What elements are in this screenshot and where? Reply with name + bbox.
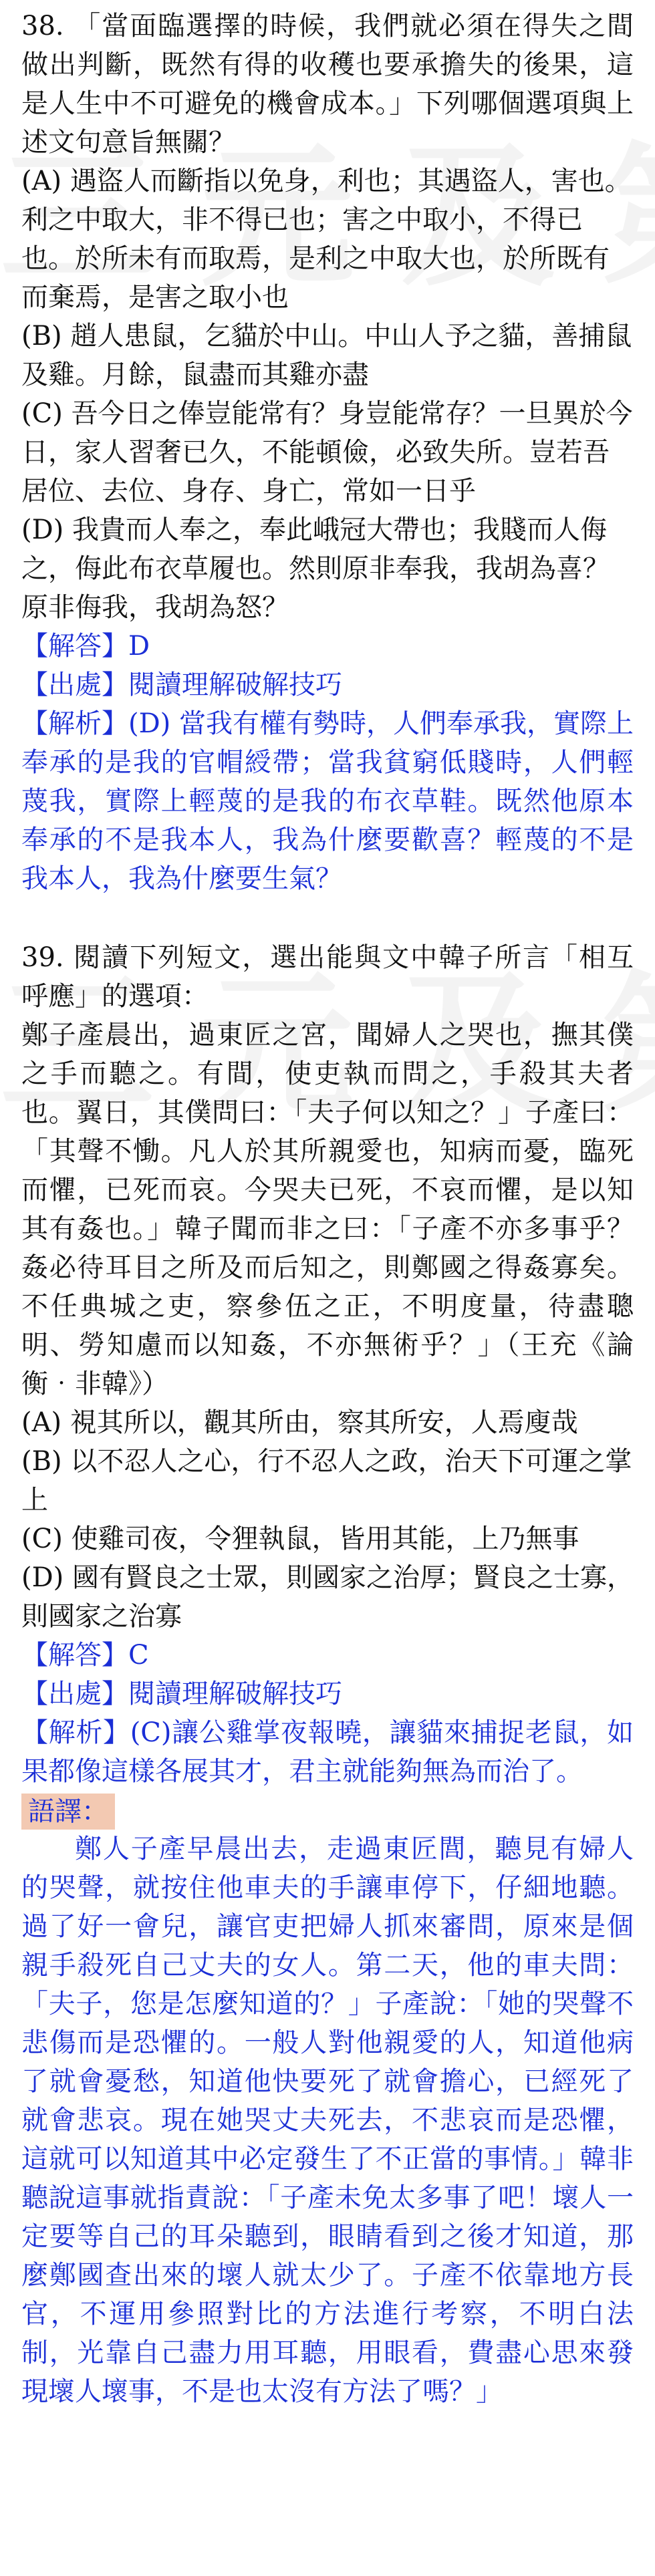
section-gap bbox=[21, 898, 634, 938]
question-38-option-b: (B) 趙人患鼠，乞貓於中山。中山人予之貓，善捕鼠及雞。月餘，鼠盡而其雞亦盡 bbox=[21, 321, 632, 390]
document-body bbox=[21, 7, 634, 2411]
question-38 bbox=[21, 7, 634, 898]
source-value: 閱讀理解破解技巧 bbox=[128, 670, 342, 700]
question-38-source bbox=[21, 666, 634, 704]
question-39-source bbox=[21, 1675, 634, 1713]
explanation-label: 【解析】 bbox=[21, 1717, 130, 1748]
translation-label: 語譯： bbox=[21, 1794, 115, 1830]
question-39 bbox=[21, 938, 634, 2411]
source-label: 【出處】 bbox=[21, 1679, 128, 1709]
translation-text: 鄭人子產早晨出去，走過東匠閭，聽見有婦人的哭聲，就按住他車夫的手讓車停下，仔細地聽。過了好一會兒，讓官吏把婦人抓來審問，原來是個親手殺死自己丈夫的女人。第二天，他的車夫問：「夫子，您是怎麼知道的？」子產說：「她的哭聲不悲傷而是恐懼的。一般人對他親愛的人，知道他病了就會憂愁，知道他快要死了就會擔心，已經死了就會悲哀。現在她哭丈夫死去，不悲哀而是恐懼，這就可以知道其中必定發生了不正當的事情。」韓非聽說這事就指責說：「子產未免太多事了吧！壞人一定要等自己的耳朵聽到，眼睛看到之後才知道，那麼鄭國查出來的壞人就太少了。子產不依靠地方長官，不運用參照對比的方法進行考察，不明白法制，光靠自己盡力用耳聽，用眼看，費盡心思來發現壞人壞事，不是也太沒有方法了嗎？」 bbox=[21, 1834, 634, 2407]
question-38-explanation bbox=[21, 704, 634, 898]
answer-value: C bbox=[128, 1640, 149, 1671]
question-38-answer bbox=[21, 627, 634, 666]
question-39-answer bbox=[21, 1636, 634, 1675]
answer-label: 【解答】 bbox=[21, 631, 128, 662]
question-38-stem: 38. 「當面臨選擇的時候，我們就必須在得失之間做出判斷，既然有得的收穫也要承擔失的後果，這是人生中不可避免的機會成本。」下列哪個選項與上述文句意旨無關？ bbox=[21, 11, 634, 158]
question-39-option-d: (D) 國有賢良之士眾，則國家之治厚；賢良之士寡，則國家之治寡 bbox=[21, 1562, 634, 1632]
question-39-option-c: (C) 使雞司夜，令狸執鼠，皆用其能，上乃無事 bbox=[21, 1524, 579, 1554]
answer-value: D bbox=[128, 631, 150, 662]
question-39-option-b: (B) 以不忍人之心，行不忍人之政，治天下可運之掌上 bbox=[21, 1446, 632, 1516]
explanation-text: (D) 當我有權有勢時，人們奉承我，實際上奉承的是我的官帽綬帶；當我貧窮低賤時，人們輕蔑我，實際上輕蔑的是我的布衣草鞋。既然他原本奉承的不是我本人，我為什麼要歡喜？輕蔑的不是我本人，我為什麼要生氣？ bbox=[21, 708, 634, 894]
explanation-label: 【解析】 bbox=[21, 708, 128, 739]
explanation-text: (C)讓公雞掌夜報曉，讓貓來捕捉老鼠，如果都像這樣各展其才，君主就能夠無為而治了。 bbox=[21, 1717, 634, 1787]
question-39-stem: 39. 閱讀下列短文，選出能與文中韓子所言「相互呼應」的選項： bbox=[21, 942, 634, 1012]
question-39-explanation bbox=[21, 1713, 634, 1791]
source-value: 閱讀理解破解技巧 bbox=[128, 1679, 342, 1709]
question-38-option-d: (D) 我貴而人奉之，奉此峨冠大帶也；我賤而人侮之，侮此布衣草履也。然則原非奉我，我胡為喜？原非侮我，我胡為怒？ bbox=[21, 515, 610, 623]
question-39-option-a: (A) 視其所以，觀其所由，察其所安，人焉廋哉 bbox=[21, 1407, 578, 1438]
question-38-option-c: (C) 吾今日之俸豈能常有？身豈能常存？一旦異於今日，家人習奢已久，不能頓儉，必致失所。豈若吾居位、去位、身存、身亡，常如一日乎 bbox=[21, 398, 633, 507]
answer-label: 【解答】 bbox=[21, 1640, 128, 1671]
question-39-passage: 鄭子產晨出，過東匠之宮，聞婦人之哭也，撫其僕之手而聽之。有間，使吏執而問之，手殺其夫者也。翼日，其僕問曰：「夫子何以知之？」子產曰：「其聲不慟。凡人於其所親愛也，知病而憂，臨死而懼，已死而哀。今哭夫已死，不哀而懼，是以知其有姦也。」韓子聞而非之曰：「子產不亦多事乎？姦必待耳目之所及而后知之，則鄭國之得姦寡矣。不任典城之吏，察參伍之正，不明度量，待盡聰明、勞知慮而以知姦，不亦無術乎？」（王充《論衡‧非韓》） bbox=[21, 1020, 634, 1399]
question-38-option-a: (A) 遇盜人而斷指以免身，利也；其遇盜人，害也。利之中取大，非不得已也；害之中取小，不得已也。於所未有而取焉，是利之中取大也，於所既有而棄焉，是害之取小也 bbox=[21, 166, 632, 313]
translation-heading bbox=[21, 1791, 634, 1830]
source-label: 【出處】 bbox=[21, 670, 128, 700]
